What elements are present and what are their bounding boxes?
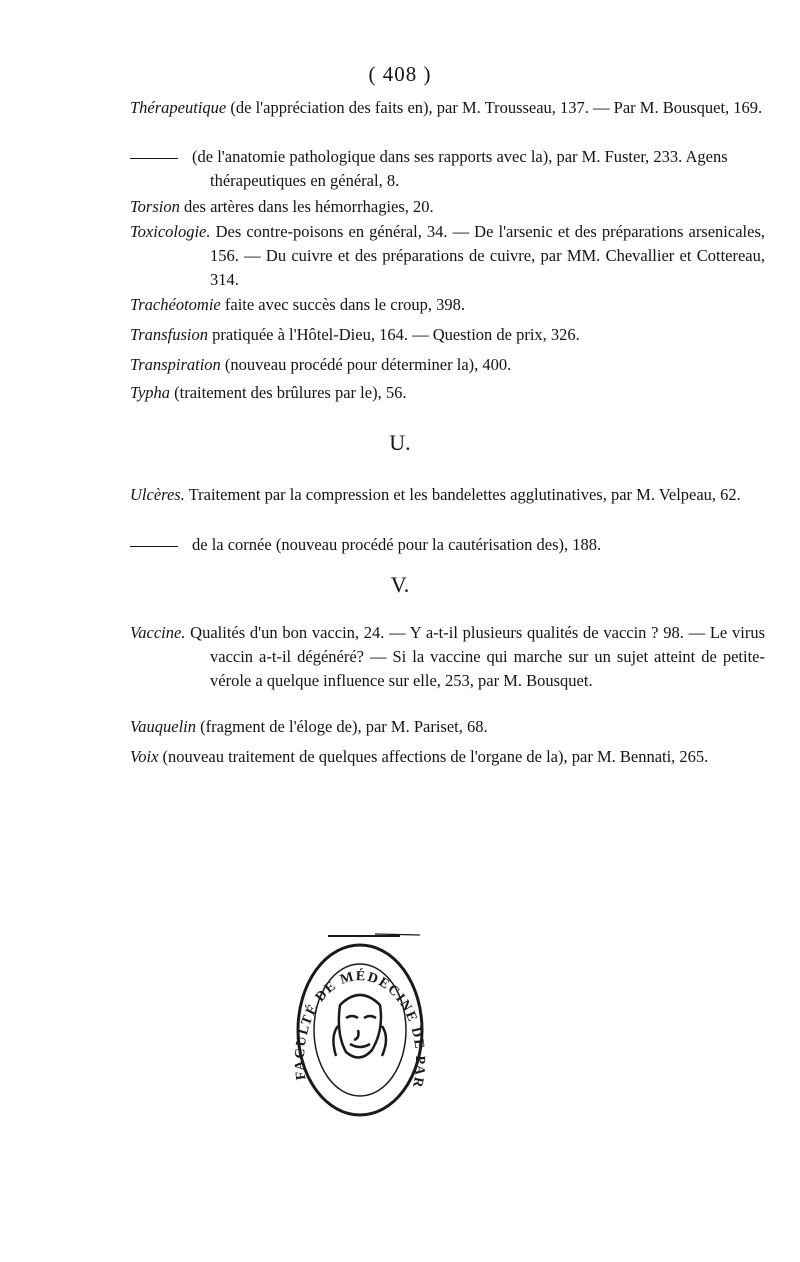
index-entry-typha xyxy=(130,381,765,405)
entry-term: Torsion xyxy=(130,197,180,216)
index-entry-vauquelin xyxy=(130,715,765,739)
entry-text: de la cornée (nouveau procédé pour la cautérisation des), 188. xyxy=(192,535,602,554)
section-letter-v: V. xyxy=(390,572,410,597)
entry-term: Voix xyxy=(130,747,159,766)
index-entry-ulceres xyxy=(130,483,765,507)
index-entry-voix xyxy=(130,745,765,769)
index-subentry-anatomie xyxy=(130,145,765,193)
entry-term: Transpiration xyxy=(130,355,221,374)
index-entry-torsion xyxy=(130,195,765,219)
index-entry-transpiration xyxy=(130,353,765,377)
stamp-text: FACULTÉ DE MÉDECINE DE PAR xyxy=(292,969,428,1090)
entry-text: des artères dans les hémorrhagies, 20. xyxy=(179,197,434,216)
index-subentry-cornee xyxy=(130,533,765,557)
ditto-dash xyxy=(130,158,178,159)
entry-text: (fragment de l'éloge de), par M. Pariset, 68. xyxy=(196,717,488,736)
entry-term: Typha xyxy=(130,383,171,402)
entry-text: Qualités d'un bon vaccin, 24. — Y a-t-il plusieurs qualités de vaccin ? 98. — Le virus vaccin a-t-il dégénéré? — Si la vaccine qui marche sur un sujet atteint de petite-vérole a quelque influence sur elle, 253, par M. Bousquet. xyxy=(185,623,765,690)
entry-term: Thérapeutique xyxy=(130,98,227,117)
ditto-dash xyxy=(130,546,178,547)
entry-term: Ulcères. xyxy=(130,485,185,504)
entry-text: (nouveau procédé pour déterminer la), 400. xyxy=(220,355,512,374)
entry-text: Traitement par la compression et les bandelettes agglutinatives, par M. Velpeau, 62. xyxy=(184,485,741,504)
entry-text: (de l'appréciation des faits en), par M. Trousseau, 137. — Par M. Bousquet, 169. xyxy=(226,98,763,117)
entry-text: (de l'anatomie pathologique dans ses rapports avec la), par M. Fuster, 233. Agens thérapeutiques en général, 8. xyxy=(192,147,728,190)
entry-text: faite avec succès dans le croup, 398. xyxy=(220,295,465,314)
section-letter-u: U. xyxy=(389,430,411,455)
entry-text: (traitement des brûlures par le), 56. xyxy=(170,383,407,402)
index-entry-vaccine xyxy=(130,621,765,693)
entry-term: Toxicologie. xyxy=(130,222,211,241)
entry-text: pratiquée à l'Hôtel-Dieu, 164. — Question de prix, 326. xyxy=(207,325,580,344)
index-entry-toxicologie xyxy=(130,220,765,292)
library-stamp xyxy=(280,930,440,1130)
index-entry-tracheotomie xyxy=(130,293,765,317)
index-entry-therapeutique xyxy=(130,96,765,120)
entry-term: Transfusion xyxy=(130,325,208,344)
entry-text: (nouveau traitement de quelques affections de l'organe de la), par M. Bennati, 265. xyxy=(158,747,709,766)
index-entry-transfusion xyxy=(130,323,765,347)
entry-term: Vauquelin xyxy=(130,717,196,736)
entry-text: Des contre-poisons en général, 34. — De l'arsenic et des préparations arsenicales, 156. — Du cuivre et des préparations de cuivre, par MM. Chevallier et Cottereau, 314. xyxy=(210,222,765,289)
entry-term: Vaccine. xyxy=(130,623,186,642)
page-number: ( 408 ) xyxy=(368,62,432,86)
stamp-seal-icon xyxy=(280,930,440,1130)
entry-term: Trachéotomie xyxy=(130,295,221,314)
svg-text:FACULTÉ DE MÉDECINE DE PARIS xyxy=(280,930,427,1090)
